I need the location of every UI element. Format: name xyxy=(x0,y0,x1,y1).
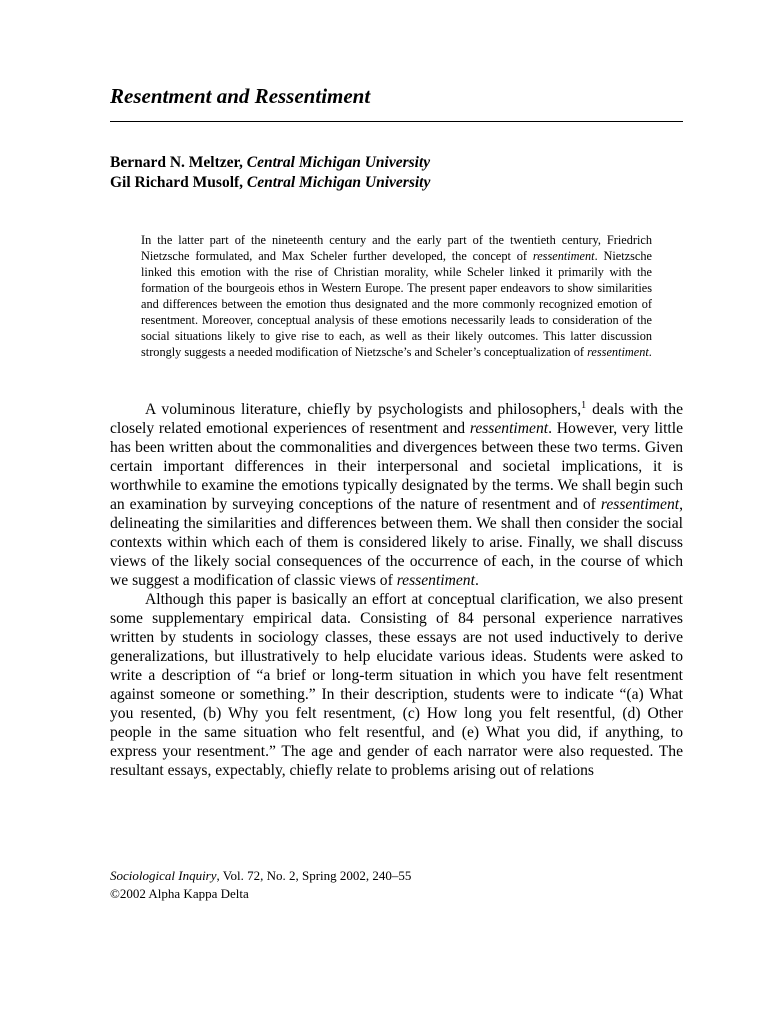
title-rule xyxy=(110,121,683,122)
author-affiliation: Central Michigan University xyxy=(246,174,431,191)
body-term: ressentiment xyxy=(469,420,549,437)
author-name: Bernard N. Meltzer, xyxy=(110,154,243,171)
abstract-term: ressentiment xyxy=(532,249,595,263)
article-body xyxy=(110,400,683,780)
author-list xyxy=(110,153,430,193)
body-paragraph xyxy=(110,400,683,590)
body-text: A voluminous literature, chiefly by psychologists and philosophers, xyxy=(145,401,582,418)
abstract xyxy=(141,232,652,360)
citation-line xyxy=(110,867,411,885)
body-term: ressentiment xyxy=(600,496,680,513)
abstract-text: . xyxy=(648,345,652,359)
author-line xyxy=(110,173,430,193)
abstract-text: . Nietzsche linked this emotion with the rise of Christian morality, while Scheler linked it primarily with the formation of the bourgeois ethos in Western Europe. The present paper endeavors to show similarities and differences between the emotion thus designated and the more commonly recognized emotion of resentment. Moreover, conceptual analysis of these emotions necessarily leads to consideration of the social situations likely to give rise to each, as well as their likely outcomes. This latter discussion strongly suggests a needed modification of Nietzsche’s and Scheler’s conceptualization of xyxy=(141,249,652,359)
body-text: . xyxy=(474,572,479,589)
body-text: , delineating the similarities and differences between them. We shall then consider the social contexts within which each of them is considered likely to arise. Finally, we shall discuss views of the likely social consequences of the occurrence of each, in the course of which we suggest a modification of classic views of xyxy=(110,496,683,589)
article-title: Resentment and Ressentiment xyxy=(110,84,371,108)
journal-name: Sociological Inquiry xyxy=(110,868,217,883)
abstract-term: ressentiment xyxy=(587,345,649,359)
author-affiliation: Central Michigan University xyxy=(246,154,431,171)
author-name: Gil Richard Musolf, xyxy=(110,174,244,191)
footnote-marker[interactable]: 1 xyxy=(581,400,587,411)
abstract-text: In the latter part of the nineteenth century and the early part of the twentieth century, Friedrich Nietzsche formulated, and Max Scheler further developed, the concept of xyxy=(141,233,652,263)
copyright-line: ©2002 Alpha Kappa Delta xyxy=(110,886,249,901)
body-text: . However, very little has been written about the commonalities and divergences between these two terms. Given certain important differences in their interpersonal and societal implications, it is worthwhile to examine the emotions typically designated by the terms. We shall begin such an examination by surveying conceptions of the nature of resentment and of xyxy=(110,420,683,513)
body-term: ressentiment xyxy=(396,572,475,589)
body-paragraph: Although this paper is basically an effort at conceptual clarification, we also present some supplementary empirical data. Consisting of 84 personal experience narratives written by students in sociology classes, these essays are not used inductively to derive generalizations, but illustratively to help elucidate various ideas. Students were asked to write a description of “a brief or long-term situation in which you have felt resentment against someone or something.” In their description, students were to indicate “(a) What you resented, (b) Why you felt resentment, (c) How long you felt resentful, (d) Other people in the same situation who felt resentful, and (e) What you did, if anything, to express your resentment.” The age and gender of each narrator were also requested. The resultant essays, expectably, chiefly relate to problems arising out of relations xyxy=(110,591,683,779)
page-footer xyxy=(110,867,411,903)
body-text: deals with the closely related emotional experiences of resentment and xyxy=(110,401,683,437)
citation-details: , Vol. 72, No. 2, Spring 2002, 240–55 xyxy=(216,868,412,883)
author-line xyxy=(110,153,430,173)
